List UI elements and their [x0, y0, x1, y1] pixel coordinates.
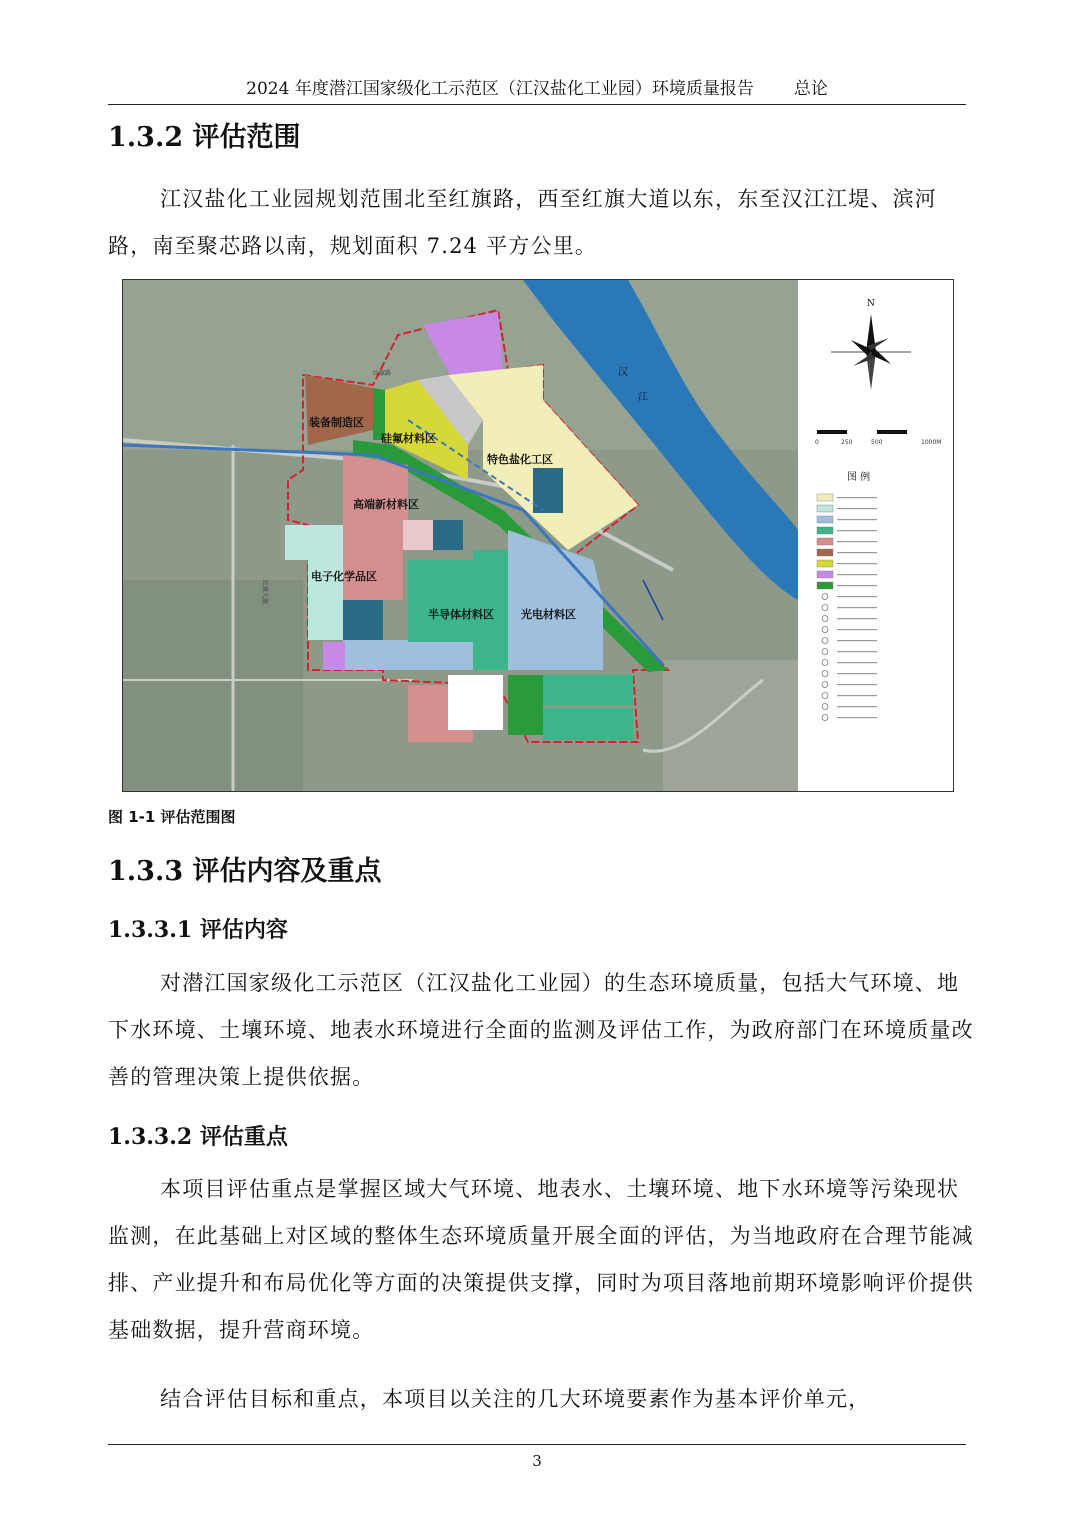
legend-entry-line: [837, 684, 877, 685]
legend-entry-line: [837, 563, 877, 564]
compass-label: N: [867, 299, 875, 309]
legend-entry-line: [837, 497, 877, 498]
page-number: 3: [532, 1452, 542, 1470]
legend-entry-line: [837, 629, 877, 630]
zone-semiconductor: [408, 560, 473, 642]
scale-label-0: 0: [815, 439, 819, 446]
zone-label-semiconductor: 半导体材料区: [428, 608, 494, 621]
scale-label-500: 500: [871, 439, 883, 446]
zone-label-optoelectronic: 光电材料区: [521, 608, 576, 621]
river-label-1: 汉: [618, 367, 628, 378]
scale-label-1000: 1000M: [921, 439, 942, 446]
legend-title: 图 例: [847, 472, 871, 483]
footer-rule: [108, 1444, 966, 1445]
legend-swatch: [817, 505, 833, 512]
subsection-1-3-3-1-paragraph: 对潜江国家级化工示范区（江汉盐化工业园）的生态环境质量，包括大气环境、地下水环境、土壤环境、地表水环境进行全面的监测及评估工作，为政府部门在环境质量改善的管理决策上提供依据。: [108, 971, 974, 1089]
legend-entry-line: [837, 519, 877, 520]
header-title: 2024 年度潜江国家级化工示范区（江汉盐化工业园）环境质量报告: [246, 79, 754, 99]
legend-swatch: [817, 560, 833, 567]
legend-entry-line: [837, 585, 877, 586]
continuation-paragraph: 结合评估目标和重点，本项目以关注的几大环境要素作为基本评价单元，: [160, 1387, 871, 1411]
legend-entry-line: [837, 607, 877, 608]
legend-entry-line: [837, 508, 877, 509]
river-label-2: 江: [638, 392, 648, 403]
legend-swatch: [817, 516, 833, 523]
road-label-hongqi-avenue: 红旗大道: [261, 580, 268, 605]
subsection-heading-1-3-3-2: 1.3.3.2 评估重点: [108, 1124, 288, 1150]
legend-entry-line: [837, 618, 877, 619]
legend-entry-line: [837, 651, 877, 652]
zone-label-high-end: 高端新材料区: [353, 498, 419, 511]
legend-swatch: [817, 571, 833, 578]
zone-light-cyan-1: [285, 525, 343, 560]
legend-swatch: [817, 582, 833, 589]
legend-entry-line: [837, 530, 877, 531]
scale-label-250: 250: [841, 439, 853, 446]
zone-label-salt: 特色盐化工区: [487, 453, 553, 466]
legend-entry-line: [837, 662, 877, 663]
zone-label-silicon: 硅氟材料区: [381, 432, 436, 445]
legend-swatch: [817, 549, 833, 556]
header-chapter: 总论: [793, 79, 828, 99]
zone-lightblue-row: [343, 640, 408, 670]
legend-entry-line: [837, 706, 877, 707]
section-heading-1-3-2: 1.3.2 评估范围: [108, 122, 301, 153]
zone-purple-small: [323, 642, 345, 670]
zone-south-green: [508, 675, 543, 735]
road-label-hongqi: 红旗路: [373, 370, 392, 377]
zone-dark-blue-1: [343, 600, 383, 640]
zone-label-equipment: 装备制造区: [309, 416, 364, 429]
legend-entry-line: [837, 717, 877, 718]
zone-label-electronic: 电子化学品区: [311, 570, 377, 583]
figure-caption: 图 1-1 评估范围图: [108, 808, 236, 826]
legend-swatch: [817, 494, 833, 501]
page-header: [108, 74, 966, 105]
legend-entry-line: [837, 640, 877, 641]
legend-entry-line: [837, 552, 877, 553]
legend-entry-line: [837, 596, 877, 597]
zone-south-white: [448, 675, 503, 730]
zone-south-teal-1: [543, 675, 633, 705]
legend-swatch: [817, 538, 833, 545]
legend-entry-line: [837, 574, 877, 575]
zone-lightblue-row2: [408, 642, 473, 670]
legend-entry-line: [837, 673, 877, 674]
section-heading-1-3-3: 1.3.3 评估内容及重点: [108, 856, 382, 887]
map-canvas: [123, 280, 954, 792]
subsection-heading-1-3-3-1: 1.3.3.1 评估内容: [108, 917, 288, 943]
assessment-scope-map: [122, 279, 954, 792]
subsection-1-3-3-2-paragraph: 本项目评估重点是掌握区域大气环境、地表水、土壤环境、地下水环境等污染现状监测，在此基础上对区域的整体生态环境质量开展全面的评估，为当地政府在合理节能减排、产业提升和布局优化等方面的决策提供支撑，同时为项目落地前期环境影响评价提供基础数据，提升营商环境。: [108, 1177, 974, 1342]
section-1-3-2-paragraph: 江汉盐化工业园规划范围北至红旗路，西至红旗大道以东，东至汉江江堤、滨河路，南至聚芯路以南，规划面积 7.24 平方公里。: [108, 187, 937, 258]
legend-swatch: [817, 527, 833, 534]
legend-entry-line: [837, 541, 877, 542]
zone-south-teal-2: [543, 708, 633, 740]
zone-dark-blue-2: [433, 520, 463, 550]
legend-entry-line: [837, 695, 877, 696]
